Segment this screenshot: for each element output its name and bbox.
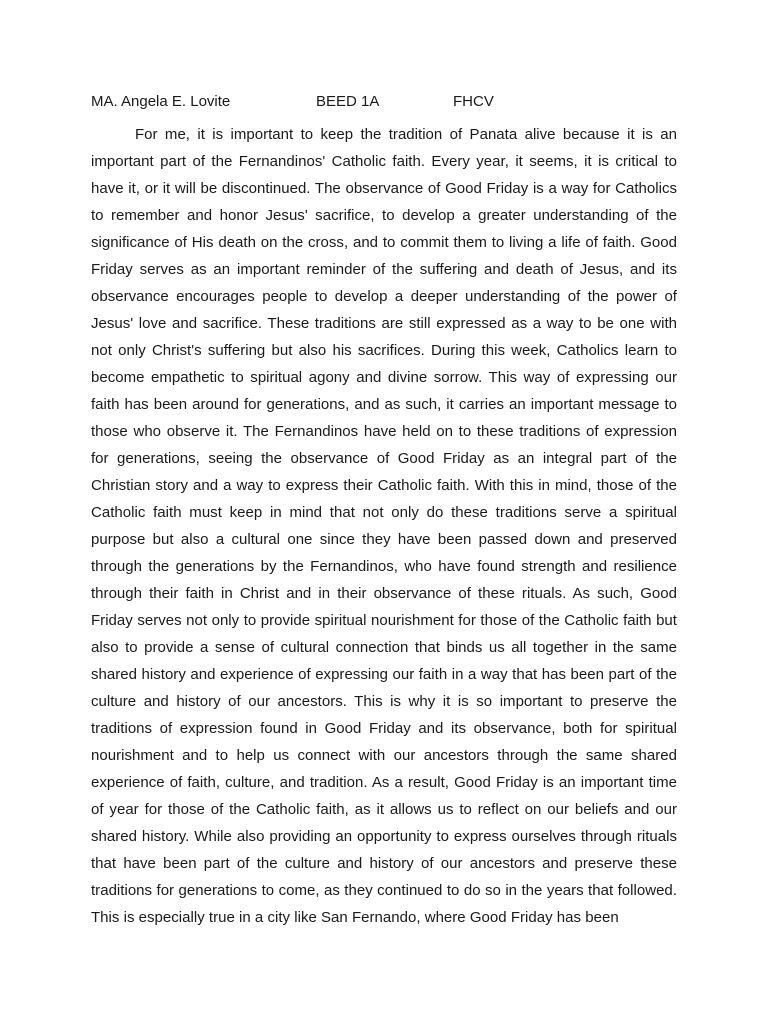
document-header <box>91 93 691 115</box>
course-code: BEED 1A <box>316 93 380 110</box>
school-code: FHCV <box>453 93 494 110</box>
student-name: MA. Angela E. Lovite <box>91 93 231 110</box>
essay-paragraph: For me, it is important to keep the tradition of Panata alive because it is an important part of the Fernandinos' Catholic faith. Every year, it seems, it is critical to have it, or it will be discontinued. The observance of Good Friday is a way for Catholics to remember and honor Jesus' sacrifice, to develop a greater understanding of the significance of His death on the cross, and to commit them to living a life of faith. Good Friday serves as an important reminder of the suffering and death of Jesus, and its observance encourages people to develop a deeper understanding of the power of Jesus' love and sacrifice. These traditions are still expressed as a way to be one with not only Christ's suffering but also his sacrifices. During this week, Catholics learn to become empathetic to spiritual agony and divine sorrow. This way of expressing our faith has been around for generations, and as such, it carries an important message to those who observe it. The Fernandinos have held on to these traditions of expression for generations, seeing the observance of Good Friday as an integral part of the Christian story and a way to express their Catholic faith. With this in mind, those of the Catholic faith must keep in mind that not only do these traditions serve a spiritual purpose but also a cultural one since they have been passed down and preserved through the generations by the Fernandinos, who have found strength and resilience through their faith in Christ and in their observance of these rituals. As such, Good Friday serves not only to provide spiritual nourishment for those of the Catholic faith but also to provide a sense of cultural connection that binds us all together in the same shared history and experience of expressing our faith in a way that has been part of the culture and history of our ancestors. This is why it is so important to preserve the traditions of expression found in Good Friday and its observance, both for spiritual nourishment and to help us connect with our ancestors through the same shared experience of faith, culture, and tradition. As a result, Good Friday is an important time of year for those of the Catholic faith, as it allows us to reflect on our beliefs and our shared history. While also providing an opportunity to express ourselves through rituals that have been part of the culture and history of our ancestors and preserve these traditions for generations to come, as they continued to do so in the years that followed. This is especially true in a city like San Fernando, where Good Friday has been <box>91 126 677 926</box>
